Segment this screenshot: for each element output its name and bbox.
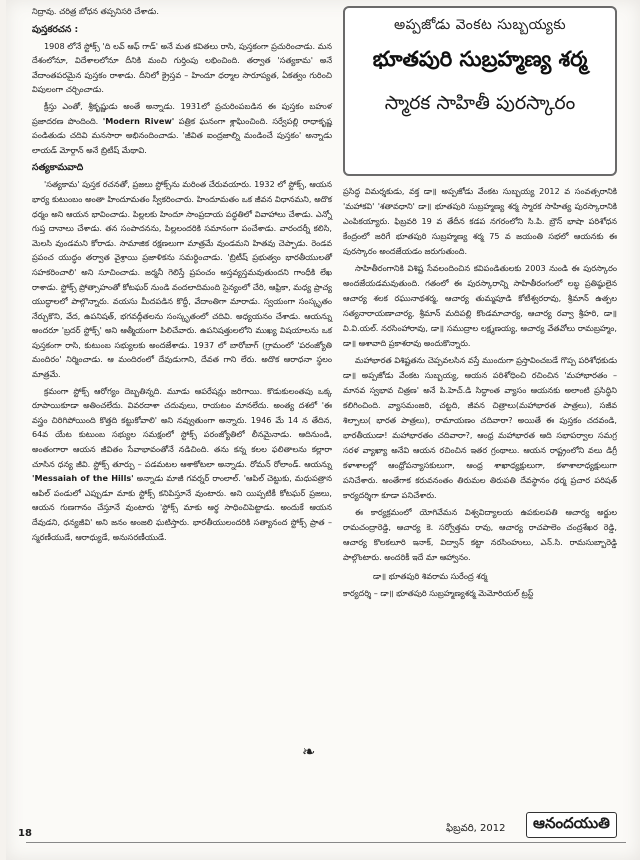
section-heading-satyakama: సత్యకామవాది [32, 162, 84, 174]
footer-divider [26, 842, 626, 843]
section-heading-book-writing: పుస్తకరచన : [32, 23, 79, 35]
intro-line: నిద్రావు. చరిత్ర బోధన తప్పనిసరి చేశాడు. [32, 6, 159, 16]
text-span: పత్రిక ఘనంగా శ్లాఘించింది. సర్వేపల్లి రాధాకృష్ణ పండితుడు చదివి మనసారా అభినందించాడు. 'జీవిత ఐంద్రజాల్ని మండించే పుస్తకం' అన్నాడు లాయడ్ మోర్గాన్ అనే బ్రిటీష్ మేథావి. [32, 115, 333, 155]
bold-text: 'Messaiah of the Hills' [32, 473, 134, 484]
text-span: అన్నాడు మాజీ గవర్నర్ రాంలాల్. 'ఆపిల్ చెట్టుకు, మధుపత్రాన ఆపిల్ పండులో ఎప్పుడూ మాకు స్టోక్స్ కనిపిస్తూనే వుంటారు. అని యిప్పటికీ కోటఘర్ ప్రజలు, ఆయన గుణగానం చేస్తూనే వుంటారు 'స్టోక్స్ మాకు ఆర్థ సాధించిపెట్టాడు. అందుకే ఆయన దేవుడని, ధన్యజీవి' అని జనం అంజలి ఘటిస్తారు. భారతీయులందరికి సత్యానంద స్టోక్స్ ప్రాత – స్మరణీయుడే, ఆరాధ్యుడే, అనుసరణీయుడే. [32, 473, 332, 542]
issue-date: ఫిబ్రవరి, 2012 [446, 823, 506, 834]
left-column [32, 4, 332, 546]
paragraph [32, 384, 332, 545]
award-article [343, 184, 617, 601]
bold-text: 'Modern Rivew' [102, 115, 175, 126]
paragraph [32, 99, 332, 157]
magazine-logo: ఆనందయుతి [526, 812, 617, 838]
text-span: క్రమంగా స్టోక్స్ ఆరోగ్యం దెబ్బతిన్నది. మూడు ఆపరేషన్లు జరిగాయి. కొడుకులంతపు ఒక్క రూపాయికూడా అతించలేదు. వివరదాశా చదువులు, రాయటం మానలేదు. అంత్య దశలో 'ఈ వస్త్రం చిరిగిపోయింది కొత్తది కట్టుకోవాలి' అని నవ్వుతుంగా అన్నారు. 1946 మే 14 న తేదిన, 64వ యేట కుటుంబ సభ్యుల సమక్షంలో స్టోక్స్ పరంజ్యోతిలో లీనమైనాడు. ఆదినుండి, అంతంగారా ఆయన జీవితం సేవాభావంతోనే నడిచింది. తను కన్న కలల ఫలితాలను కల్లారా చూసిన ధన్య జీవి. స్టోక్స్ తూర్పు – పడమటల ఆశాకోటలా అన్నాడు. రోమన్ రోలాండ్. ఆయన్ను [32, 385, 332, 469]
paragraph: 1908 లోనే స్టోక్స్ 'ది లవ్ ఆఫ్ గాడ్' అనే మత కవితలు రాసి, పుస్తకంగా ప్రచురించాడు. మన దేశంలోనూ, విదేశాలలోనూ దీనికి మంచి గుర్తింపు లభించింది. తర్వాత 'సత్యకామ' అనే వేదాంతపరమైన పుస్తకం రాశాడు. దీనిలో క్రైస్తవ – హిందూ ధర్మాల సారూప్యత, ఏకత్వం గురించి విపులంగా చర్చించాడు. [32, 40, 332, 95]
text-span: క్రీస్తు ఎంతో, శ్రీకృష్ణుడు అంతే అన్నాడు. 1931లో ప్రచురింపబడిన ఈ పుస్తకం బహుళ ప్రజాదరణ పొందింది. [32, 100, 332, 126]
signature-role: కార్యదర్శి – డా॥ భూతపురి సుబ్రహ్మణ్యశర్మ మెమోరియల్ ట్రస్ట్ [343, 588, 534, 598]
paragraph: 'సత్యకామ' పుస్తక రచనతో, ప్రజలు స్టోక్స్‌ను మరింత చేరువయారు. 1932 లో స్టోక్స్, ఆయన భార్య కుటుంబం అంతా హిందూమతం స్వీకరించారు. హిందూమతం ఒక జీవన విధానమని, అదొక ధర్మం అని ఆయన భావించాడు. పిల్లలకు హిందూ సాంప్రదాయ పద్ధతిలో వివాహాలు చేశాడు. ఎన్నో గుప్త దానాలు చేశాడు. తన సంపాదనను, పిల్లలందరికి సమానంగా పంచేశాడు. వారందర్నీ కలిసి, మెలసి వుండమని కోరాడు. సామాజిక రక్షణలుగా మాత్రమే వుండమని హితవు చెప్పాడు. రెండవ ప్రపంచ యుద్ధం తర్వాత వైశ్రాయి ప్రజాళికను సమర్థించాడు. 'బ్రిటీష్ ప్రభుత్వం భారతీయులతో సహకరించాలి' అని సూచించాడు. జర్మనీ గెలిస్తే ప్రపంచం అస్తవ్యస్తమవుతుందని గాంధీకి లేఖ రాశాడు. స్టోక్స్ ప్రోత్సాహంతో కోటఘర్ నుండి వందలాదిమంది సైన్యంలో చేరి, ఆఫ్రికా, మధ్య ప్రాచ్య యుద్ధాలలో పాల్గొన్నారు. వయసు మీదపడిన కొద్దీ, వేదాంతిగా మారాడు. స్వయంగా సంస్కృతం నేర్చుకొని, వేద, ఉపనిషత్, భగవద్గీతలను సంస్కృతంలో చదివి. అధ్యయనం చేశాడు. ఆయన్ను అందరూ 'బ్రదర్ స్టోక్స్' అని ఆత్మీయంగా పిలిచేవారు. ఉపనిషత్తులలోని ముఖ్య విషయాలను ఒక పుస్తకంగా రాసి, కుటుంబ సభ్యులకు అందజేశాడు. 1937 లో బారోబాగ్ (గ్రామంలో 'పరంజ్యోతి మందిరం' నిర్మించాడు. ఆ మందిరంలో దేవుడుగాని, దేవత గాని లేరు. అదొక ఆరాధనా స్థలం మాత్రమే. [32, 179, 332, 380]
decorative-ornament-icon: ❧ [302, 742, 316, 761]
header-honoree: భూతపురి సుబ్రహ్మణ్య శర్మ [372, 47, 588, 71]
page-number: 18 [18, 828, 32, 839]
paragraph: ఈ కార్యక్రమంలో యోగివేమన విశ్వవిద్యాలయ ఉపకులపతి ఆచార్య అర్జుల రామచంద్రారెడ్డి, ఆచార్య కె. సర్వోత్తమ రావు, ఆచార్య రాచపాలెం చంద్రశేఖర రెడ్డి, ఆచార్య కొలకలూరి ఇనాక్, విద్వాన్ కట్టా నరసింహులు, ఎన్.సి. రామసుబ్బారెడ్డి పాల్గొంటారు. అందరికీ ఇదే మా ఆహ్వానం. [343, 507, 617, 562]
paragraph: ప్రసిద్ధ విమర్శకుడు, వక్త డా॥ అప్పజోడు వేంకట సుబ్బయ్య 2012 వ సంవత్సరానికి 'మహాకవి' 'శతావధాని' డా॥ భూతపురి సుబ్రహ్మణ్య శర్మ స్మారక సాహిత్య పురస్కారానికి ఎంపికయ్యారు. ఫిబ్రవరి 19 వ తేదీన కడప నగరంలోని సి.పి. బ్రౌన్ భాషా పరిశోధన కేంద్రంలో జరిగే భూతపురి సుబ్రహ్మణ్య శర్మ 75 వ జయంతి సభలో ఆయనకు ఈ పురస్కారం అందజేయడం జరుగుతుంది. [343, 186, 617, 256]
header-recipient: అప్పజోడు వెంకట సుబ్బయ్యకు [393, 17, 567, 33]
magazine-page [6, 0, 640, 860]
paragraph: సాహితీరంగానికి విశిష్ట సేవలందించిన కవిపండితులకు 2003 నుండి ఈ పురస్కారం అందజేయడమవుతుంది. గతంలో ఈ పురస్కారాన్ని సాహితీరంగంలో లబ్ధ ప్రతిష్ఠులైన ఆచార్య శలక రఘునాథశర్మ, ఆచార్య తుమ్మపూడి కోటీశ్వరరావు, శ్రీమాన్ ఉత్పల సత్యనారాయణాచార్య, శ్రీమాన్ మదిపల్లి కొండమాచార్య, ఆచార్య రవ్వా శ్రీహరి, డా॥ వి.వి.యల్. నరసింహారావు, డా॥ సముద్రాల లక్ష్మణయ్య, ఆచార్య వేతవోలు రామబ్రహ్మం, డా॥ ఆశావాది ప్రకాశరావు అందుకొన్నారు. [343, 263, 617, 348]
header-award-title: స్మారక సాహితీ పురస్కారం [384, 92, 576, 114]
signature: డా॥ భూతపురి శివరామ సురేంద్ర శర్మ [373, 571, 488, 581]
paragraph: మహాభారత విశిష్టతను చెప్పవలసిన వస్తే ముందుగా ప్రస్తావించబడే గొప్ప పరిశోధకుడు డా॥ అప్పజోడు వేంకట సుబ్బయ్య, ఆయన పరిశోధించి రచించిన 'మహాభారతం – మానవ స్వభావ చిత్రణ' అనే పి.హెచ్.డి సిద్ధాంత వ్యాసం ఆయనకు అలాంటి ప్రసిద్ధిని కలిగించింది. వ్యాసమంజరి, చట్టది, జీవన చిత్రాలు(మహాభారత పాత్రలు), సజీవ శిల్పాలు( భారత పాత్రలు), రామాయణం చదివారా? అయితే ఈ పుస్తకం చదవండి, భారతీయుడా! మహాభారతం చదివారా?, ఆంధ్ర మహాభారత ఆది సభాపర్వాల సమగ్ర సరళ వ్యాఖ్యా అనేవి ఆయన రచించిన ఇతర గ్రంథాలు. ఆయన రాష్ట్రంలోని వలు డిగ్రీ కళాశాలల్లో ఆంధ్రోపన్యాసకులుగా, ఆంధ్ర శాఖాధ్యక్షులుగా, కళాశాలాధ్యక్షులుగా పనిచేశారు. అంతేగాక కరువనంతం తిరుమల తిరుపతి దేవస్థానం ధర్మ ప్రచార పరిషత్ కార్యదర్శిగా కూడా పనిచేశారు. [343, 355, 617, 500]
right-column [343, 6, 617, 603]
award-header-box [343, 6, 617, 176]
